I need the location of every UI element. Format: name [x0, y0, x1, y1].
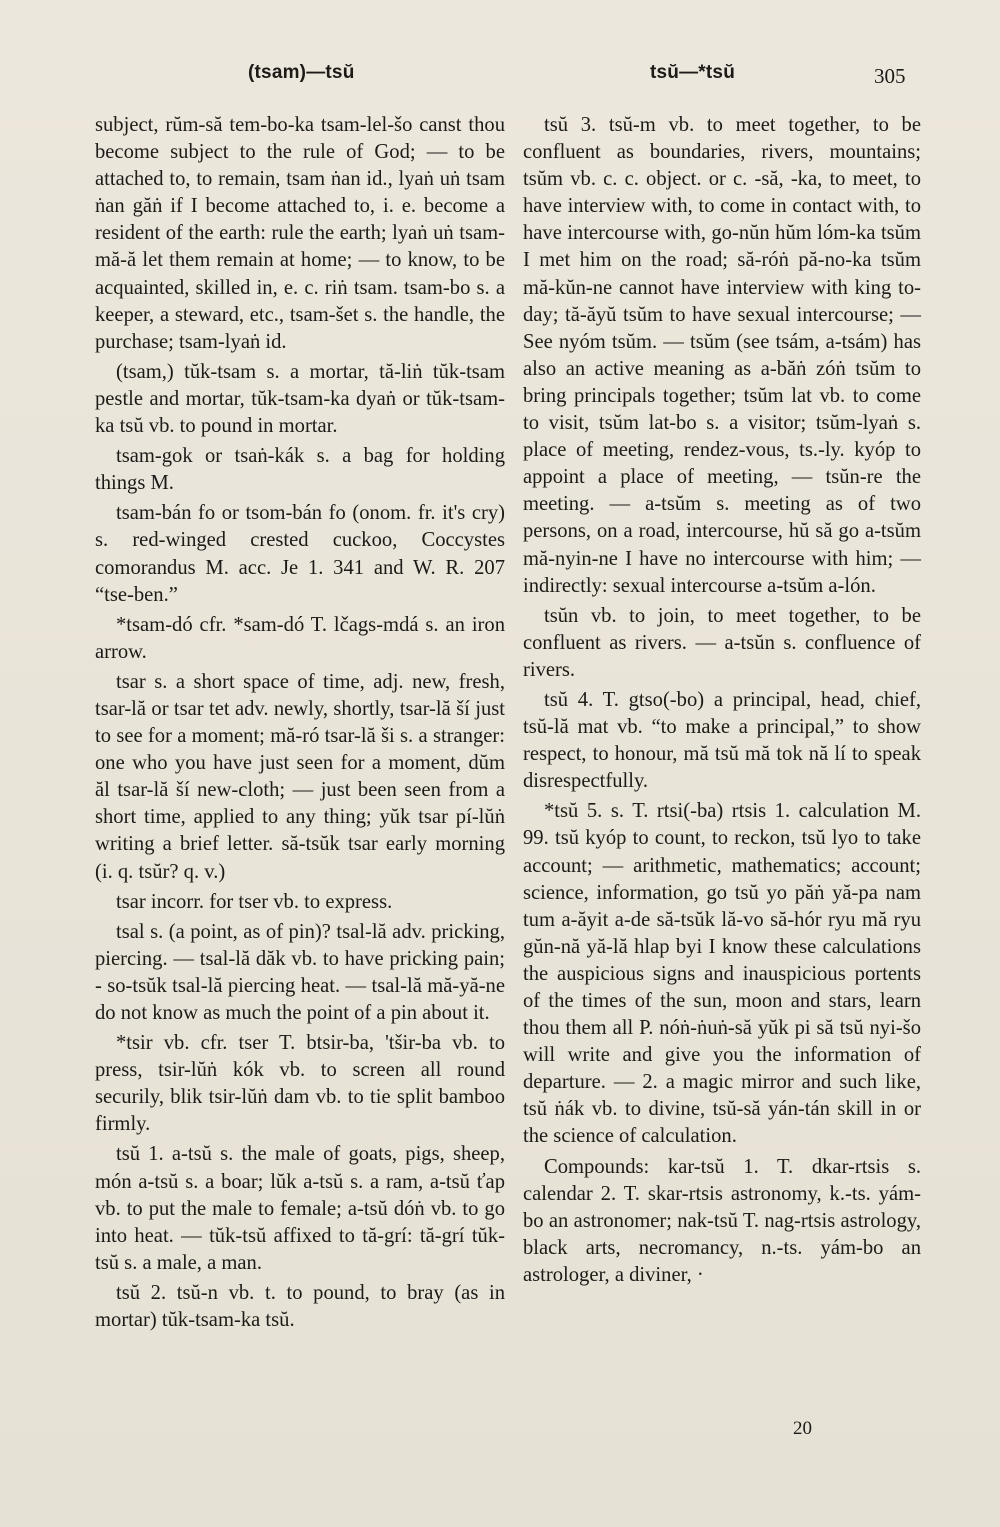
entry-tsar: tsar s. a short space of time, adj. new, fresh, tsar-lă or tsar tet adv. newly, shortly, tsar-lă ší just to see for a moment; mă-ró tsar-lă ši s. a stranger: one who you have just seen for a moment, dŭm ăl tsar-lă ší new-cloth; — just been seen from a short time, applied to any thing; yŭk tsar pí-lŭṅ writing a brief letter. să-tsŭk tsar early morning (i. q. tsŭr? q. v.): [95, 670, 505, 883]
entry-tsu-5: *tsŭ 5. s. T. rtsi(-ba) rtsis 1. calculation M. 99. tsŭ kyóp to count, to reckon, tsŭ lyo to take account; — arithmetic, mathematics; account; science, information, go tsŭ yo păṅ yă-pa nam tum a-ăyit a-de să-tsŭk lă-vo să-hór ryu mă ryu gŭn-nă yă-lă hlap byi I know these calculations the auspicious signs and inauspicious portents of the times of the sun, moon and stars, learn thou them all P. nóṅ-ṅuṅ-să yŭk pi să tsŭ nyi-šo will write and give you the information of departure. — 2. a magic mirror and such like, tsŭ ṅák vb. to divine, tsŭ-să yán-tán skill in or the science of calculation.: [523, 800, 921, 1148]
signature-mark: 20: [793, 1418, 812, 1439]
entry-tsar-incorr: tsar incorr. for tser vb. to express.: [116, 890, 393, 913]
entry-tsir: *tsir vb. cfr. tser T. btsir-ba, 'tšir-ba vb. to press, tsir-lŭṅ kók vb. to screen all round securily, blik tsir-lŭṅ dam vb. to tie split bamboo firmly.: [95, 1032, 505, 1136]
entry-tsam-do: *tsam-dó cfr. *sam-dó T. lčags-mdá s. an iron arrow.: [95, 613, 505, 663]
right-column: [523, 112, 921, 1292]
entry-tsam-ban-fo: tsam-bán fo or tsom-bán fo (onom. fr. it's cry) s. red-winged crested cuckoo, Coccystes comorandus M. acc. Je 1. 341 and W. R. 207 “tse-ben.”: [95, 502, 505, 606]
running-head-right: tsŭ—*tsŭ: [650, 62, 735, 83]
entry-tsal: tsal s. (a point, as of pin)? tsal-lă adv. pricking, piercing. — tsal-lă dăk vb. to have pricking pain; - so-tsŭk tsal-lă piercing heat. — tsal-lă mă-yă-ne do not know as much the point of a pin about it.: [95, 920, 505, 1024]
entry-tsu-4: tsŭ 4. T. gtso(-bo) a principal, head, chief, tsŭ-lă mat vb. “to make a principal,” to show respect, to honour, mă tsŭ mă tok nă lí to speak disrespectfully.: [523, 688, 921, 793]
entry-tsam-gok: tsam-gok or tsaṅ-kák s. a bag for holding things M.: [95, 445, 505, 495]
entry-tuk-tsam: (tsam,) tŭk-tsam s. a mortar, tă-liṅ tŭk-tsam pestle and mortar, tŭk-tsam-ka dyaṅ or tŭk-tsam-ka tsŭ vb. to pound in mortar.: [95, 360, 505, 438]
entry-tsun: tsŭn vb. to join, to meet together, to be confluent as rivers. — a-tsŭn s. confluence of rivers.: [523, 604, 921, 681]
left-column: [95, 112, 505, 1337]
entry-tsam-continued: subject, rŭm-să tem-bo-ka tsam-lel-šo canst thou become subject to the rule of God; — to be attached to, to remain, tsam ṅan id., lyaṅ uṅ tsam ṅan găṅ if I become attached to, i. e. become a resident of the earth: rule the earth; lyaṅ uṅ tsam-mă-ă let them remain at home; — to know, to be acquainted, skilled in, e. c. riṅ tsam. tsam-bo s. a keeper, a steward, etc., tsam-šet s. the handle, the purchase; tsam-lyaṅ id.: [95, 114, 505, 353]
entry-tsu-2: tsŭ 2. tsŭ-n vb. t. to pound, to bray (as in mortar) tŭk-tsam-ka tsŭ.: [95, 1281, 505, 1332]
page-number: 305: [874, 64, 906, 88]
entry-tsu-1: tsŭ 1. a-tsŭ s. the male of goats, pigs, sheep, món a-tsŭ s. a boar; lŭk a-tsŭ s. a ram, a-tsŭ ťap vb. to put the male to female; a-tsŭ dóṅ vb. to go into heat. — tŭk-tsŭ affixed to tă-grí: tă-grí tŭk-tsŭ s. a male, a man.: [95, 1143, 505, 1274]
entry-compounds: Compounds: kar-tsŭ 1. T. dkar-rtsis s. calendar 2. T. skar-rtsis astronomy, k.-ts. yám-bo an astronomer; nak-tsŭ T. nag-rtsis astrology, black arts, necromancy, n.-ts. yám-bo an astrologer, a diviner, ·: [523, 1155, 921, 1286]
entry-tsu-3: tsŭ 3. tsŭ-m vb. to meet together, to be confluent as boundaries, rivers, mountains; tsŭm vb. c. c. object. or c. -să, -ka, to meet, to have interview with, to come in contact with, to have intercourse with, go-nŭn hŭm lóm-ka tsŭm I met him on the road; să-róṅ pă-no-ka tsŭm mă-kŭn-ne cannot have interview with king to-day; tă-ăyŭ tsŭm to have sexual intercourse; — See nyóm tsŭm. — tsŭm (see tsám, a-tsám) has also an active meaning as a-băṅ zóṅ tsŭm to bring principals together; tsŭm lat vb. to come to visit, tsŭm lat-bo s. a visitor; tsŭm-lyaṅ s. place of meeting, rendez-vous, ts.-ly. kyóp to appoint a place of meeting, — tsŭn-re the meeting. — a-tsŭm s. meeting as of two persons, on a road, intercourse, hŭ să go a-tsŭm mă-nyin-ne I have no intercourse with him; — indirectly: sexual intercourse a-tsŭm a-lón.: [523, 114, 921, 597]
running-head-left: (tsam)—tsŭ: [248, 62, 355, 83]
